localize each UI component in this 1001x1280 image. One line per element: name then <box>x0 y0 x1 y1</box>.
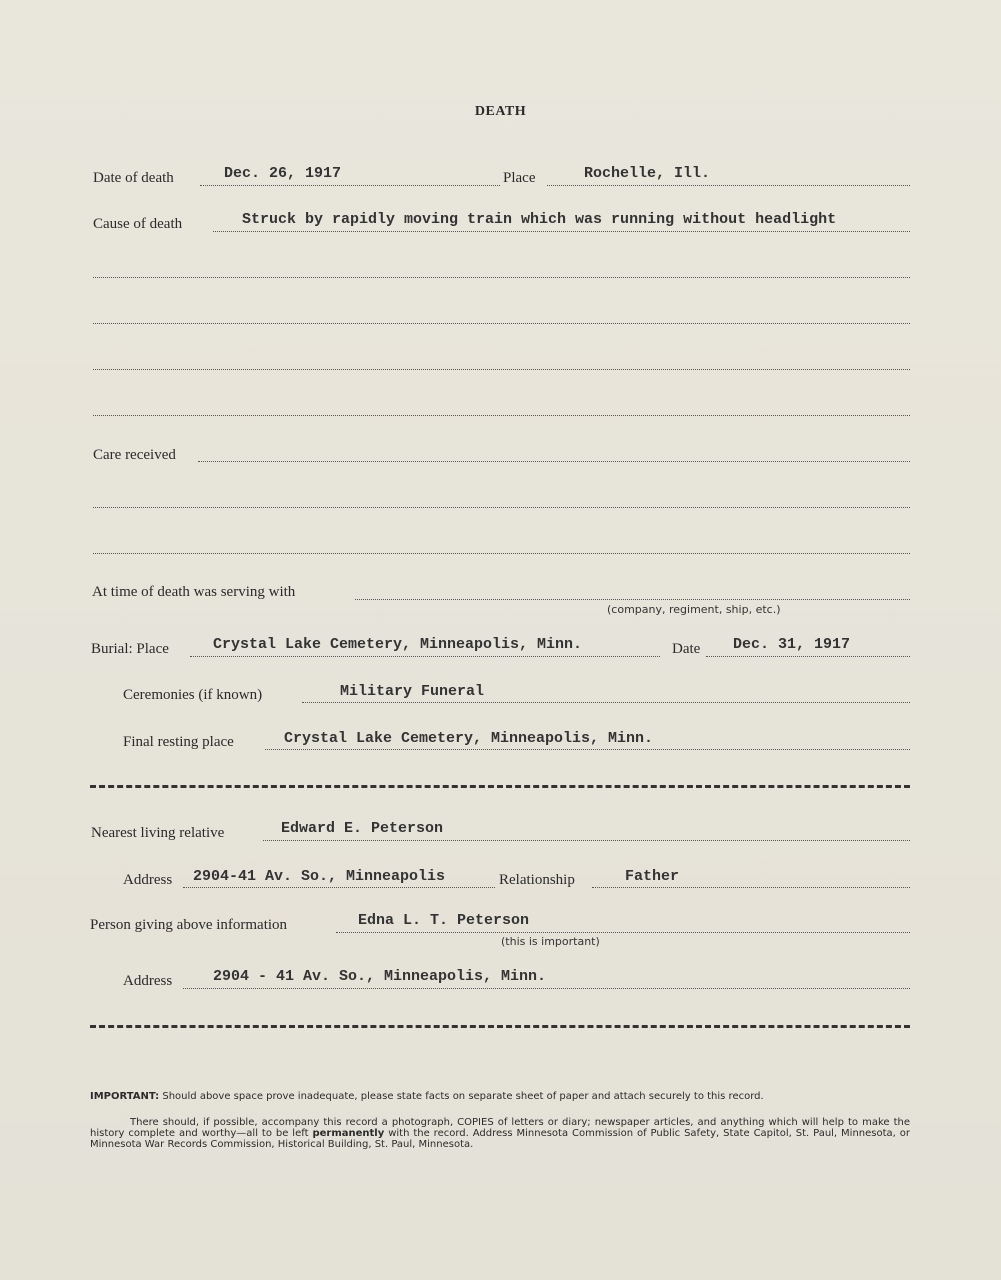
relative-line <box>263 840 910 841</box>
date-of-death-label: Date of death <box>93 170 174 186</box>
informant-value[interactable]: Edna L. T. Peterson <box>358 912 530 929</box>
care-received-label: Care received <box>93 447 176 463</box>
section-separator-1 <box>90 785 910 788</box>
care-line-1 <box>198 461 910 462</box>
important-note <box>90 1091 910 1102</box>
informant-address-value[interactable]: 2904 - 41 Av. So., Minneapolis, Minn. <box>213 968 547 985</box>
informant-address-label: Address <box>123 973 173 989</box>
relationship-line <box>592 887 910 888</box>
important-text: Should above space prove inadequate, please state facts on separate sheet of paper and attach securely to this record. <box>162 1091 764 1102</box>
place-label: Place <box>503 170 536 186</box>
instructions-paragraph <box>90 1117 910 1150</box>
section-separator-2 <box>90 1025 910 1028</box>
informant-hint: (this is important) <box>501 935 600 948</box>
cause-line-2 <box>93 277 910 278</box>
cause-line-1 <box>213 231 910 232</box>
instructions-bold: permanently <box>312 1128 385 1139</box>
final-resting-label: Final resting place <box>123 734 234 750</box>
burial-date-line <box>706 656 910 657</box>
cause-of-death-label: Cause of death <box>93 216 183 232</box>
serving-with-line[interactable] <box>355 599 910 600</box>
cause-line-5 <box>93 415 910 416</box>
cause-line-3 <box>93 323 910 324</box>
important-label: IMPORTANT: <box>90 1091 160 1102</box>
cause-of-death-value[interactable]: Struck by rapidly moving train which was running without headlight <box>242 211 837 228</box>
burial-place-value[interactable]: Crystal Lake Cemetery, Minneapolis, Minn. <box>213 636 583 653</box>
care-line-2 <box>93 507 910 508</box>
relative-address-line <box>183 887 495 888</box>
relationship-label: Relationship <box>499 872 575 888</box>
informant-line <box>336 932 910 933</box>
relative-address-value[interactable]: 2904-41 Av. So., Minneapolis <box>193 868 446 885</box>
informant-label: Person giving above information <box>90 917 288 933</box>
relative-label: Nearest living relative <box>91 825 225 841</box>
burial-date-value[interactable]: Dec. 31, 1917 <box>733 636 851 653</box>
burial-place-label: Burial: Place <box>91 641 169 657</box>
instructions-text-2: with the record. Address Minnesota Commission of Public Safety, State Capitol, St. Paul, Minnesota, or Minnesota War Records Commission, Historical Building, St. Paul, Minnesota. <box>90 1128 910 1150</box>
cause-line-4 <box>93 369 910 370</box>
burial-place-line <box>190 656 660 657</box>
care-line-3 <box>93 553 910 554</box>
instructions-text-1: There should, if possible, accompany this record a photograph, COPIES of letters or diary; newspaper articles, and anything which will help to make the history complete and worthy—all to be left <box>90 1117 910 1139</box>
relationship-value[interactable]: Father <box>625 868 680 885</box>
serving-with-hint: (company, regiment, ship, etc.) <box>607 603 781 616</box>
place-value[interactable]: Rochelle, Ill. <box>584 165 711 182</box>
final-resting-line <box>265 749 910 750</box>
final-resting-value[interactable]: Crystal Lake Cemetery, Minneapolis, Minn. <box>284 730 654 747</box>
ceremonies-line <box>302 702 910 703</box>
serving-with-label: At time of death was serving with <box>92 584 296 600</box>
burial-date-label: Date <box>672 641 701 657</box>
date-of-death-value[interactable]: Dec. 26, 1917 <box>224 165 342 182</box>
relative-value[interactable]: Edward E. Peterson <box>281 820 444 837</box>
form-title: DEATH <box>474 104 527 119</box>
date-of-death-line <box>200 185 500 186</box>
ceremonies-label: Ceremonies (if known) <box>123 687 263 703</box>
place-line <box>547 185 910 186</box>
relative-address-label: Address <box>123 872 173 888</box>
ceremonies-value[interactable]: Military Funeral <box>340 683 485 700</box>
informant-address-line <box>183 988 910 989</box>
